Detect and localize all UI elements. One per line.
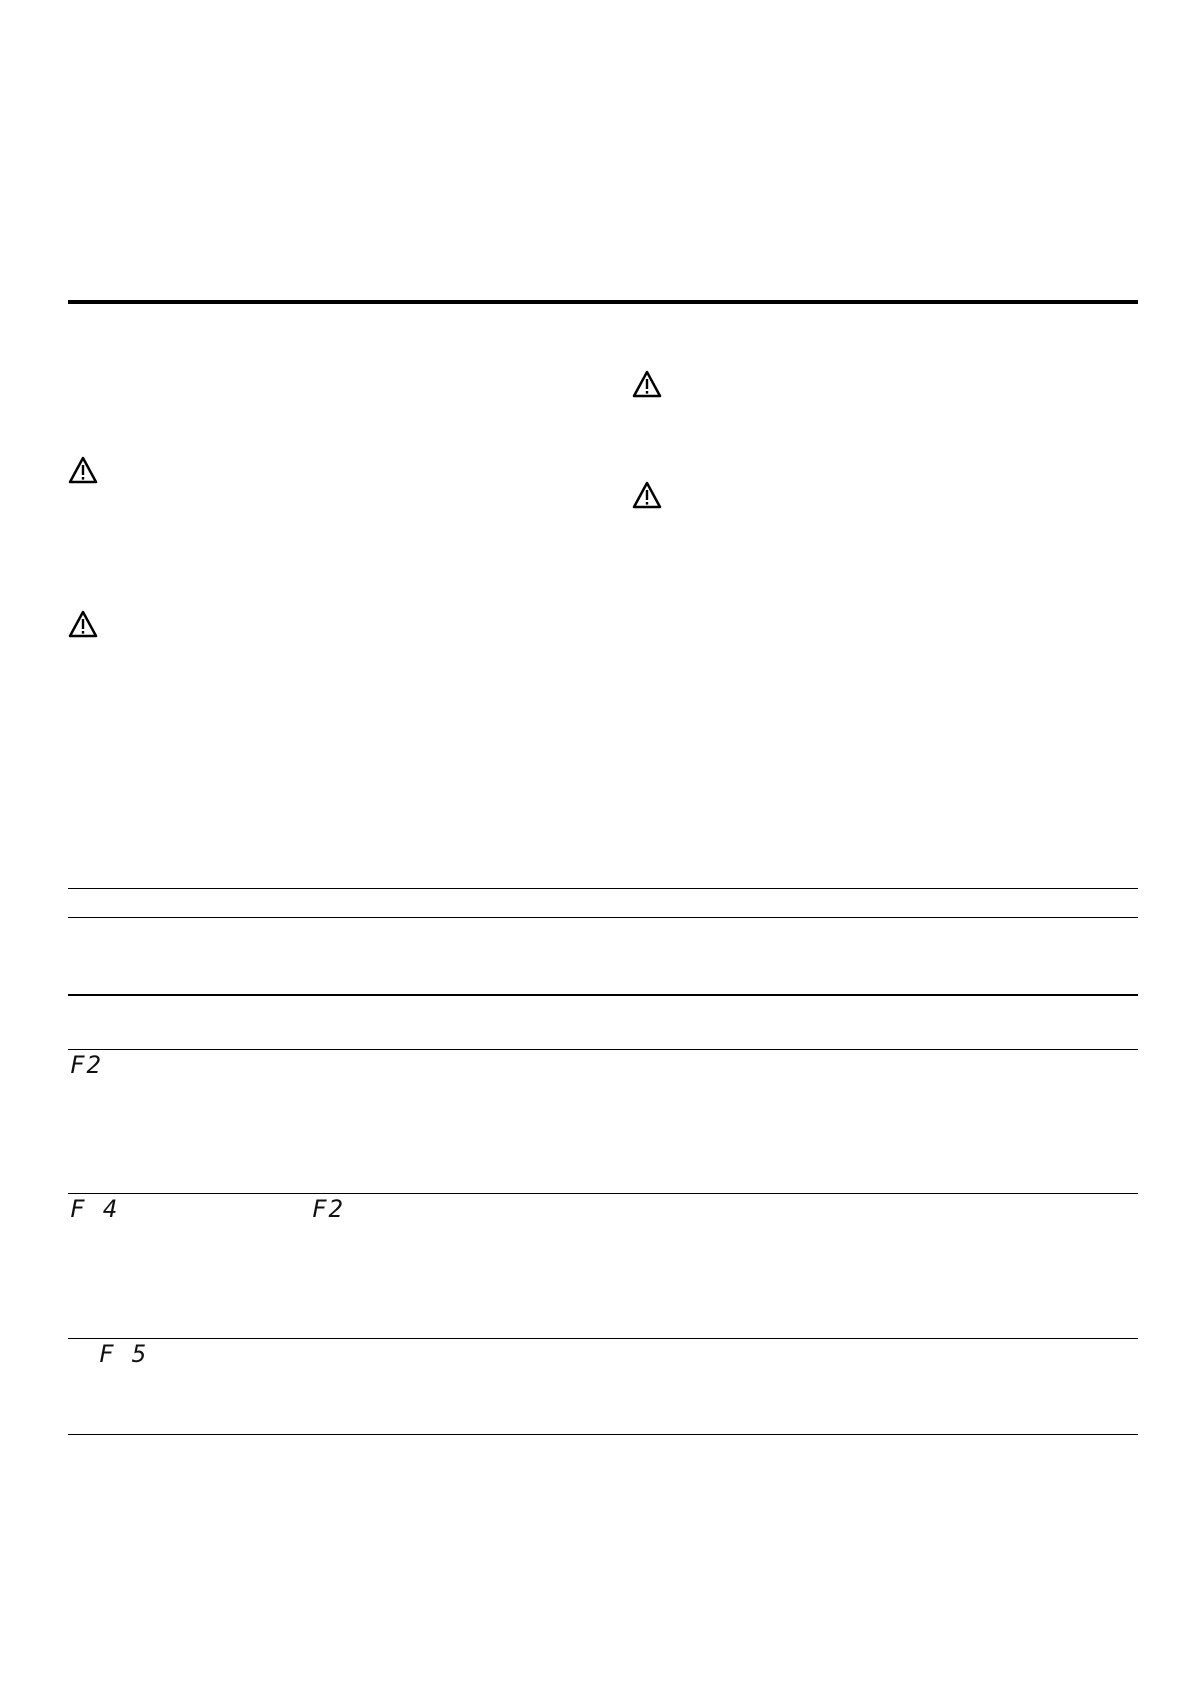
table-header-top-rule [68, 888, 1138, 889]
error-code-display: F 4 [70, 1195, 120, 1223]
table-bottom-rule [68, 1434, 1138, 1435]
error-code-display: F 5 [99, 1340, 149, 1368]
related-code-display: F2 [312, 1195, 345, 1223]
warning-triangle-icon [632, 481, 662, 509]
table-header-bottom-rule [68, 917, 1138, 918]
table-row-divider [68, 1338, 1138, 1339]
table-row-divider [68, 1193, 1138, 1194]
error-code-display: F2 [70, 1051, 103, 1079]
warning-triangle-icon [632, 370, 662, 398]
warning-triangle-icon [68, 456, 98, 484]
section-heading-rule [68, 300, 1138, 304]
warning-triangle-icon [68, 610, 98, 638]
table-row-divider [68, 1049, 1138, 1050]
table-row-divider [68, 994, 1138, 996]
